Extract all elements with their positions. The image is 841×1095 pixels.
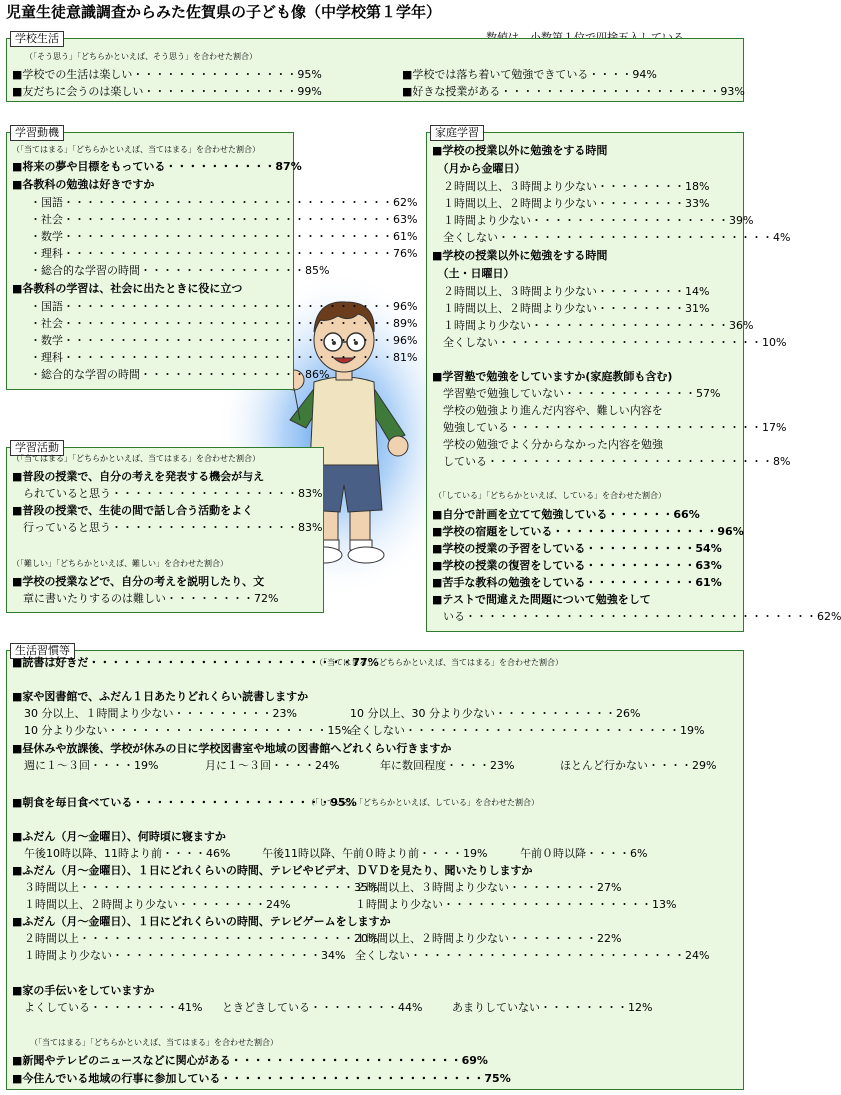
activity-note: （「当てはまる」「どちらかといえば、当てはまる」を合わせた割合）	[12, 454, 260, 463]
habits-line: ■今住んでいる地域の行事に参加している・・・・・・・・・・・・・・・・・・・・・・・・75%	[12, 1072, 511, 1085]
home-line: している・・・・・・・・・・・・・・・・・・・・・・・・・・8%	[432, 455, 791, 468]
motivation-line: ・数学・・・・・・・・・・・・・・・・・・・・・・・・・・・・・・61%	[30, 230, 418, 243]
home-line: （月から金曜日）	[432, 162, 526, 175]
habits-line: ■ふだん（月〜金曜日）、１日にどれくらいの時間、テレビやビデオ、ＤＶＤを見たり、聞いたりしますか	[12, 864, 533, 877]
habits-line: 午後10時以降、11時より前・・・・46%	[24, 847, 231, 860]
home-line: ２時間以上、３時間より少ない・・・・・・・・14%	[432, 285, 710, 298]
home-line: ■学校の授業以外に勉強をする時間	[432, 144, 608, 157]
school-life-note: （「そう思う」「どちらかといえば、そう思う」を合わせた割合）	[25, 52, 257, 61]
motivation-line: ・総合的な学習の時間・・・・・・・・・・・・・・・86%	[30, 368, 330, 381]
school-life-item: ■学校では落ち着いて勉強できている・・・・94%	[402, 68, 657, 81]
habits-line: 全くしない・・・・・・・・・・・・・・・・・・・・・・・・・24%	[355, 949, 710, 962]
home-line: 全くしない・・・・・・・・・・・・・・・・・・・・・・・・・4%	[432, 231, 791, 244]
school-life-item: ■好きな授業がある・・・・・・・・・・・・・・・・・・・・93%	[402, 85, 745, 98]
school-life-label: 学校生活	[10, 31, 64, 47]
home-line: ２時間以上、３時間より少ない・・・・・・・・18%	[432, 180, 710, 193]
motivation-line: ・国語・・・・・・・・・・・・・・・・・・・・・・・・・・・・・・96%	[30, 300, 418, 313]
habits-line: 全くしない・・・・・・・・・・・・・・・・・・・・・・・・・19%	[350, 724, 705, 737]
motivation-note: （「当てはまる」「どちらかといえば、当てはまる」を合わせた割合）	[12, 145, 260, 154]
home-line: ■学校の授業以外に勉強をする時間	[432, 249, 608, 262]
motivation-line: ・社会・・・・・・・・・・・・・・・・・・・・・・・・・・・・・・63%	[30, 213, 418, 226]
activity-label: 学習活動	[10, 440, 64, 456]
activity-note: （「難しい」「どちらかといえば、難しい」を合わせた割合）	[12, 559, 228, 568]
home-line: １時間以上、２時間より少ない・・・・・・・・31%	[432, 302, 710, 315]
habits-line: ２時間以上・・・・・・・・・・・・・・・・・・・・・・・・・20%	[24, 932, 379, 945]
habits-line: ■読書は好きだ・・・・・・・・・・・・・・・・・・・・・・・・77%	[12, 656, 379, 669]
activity-line: ■普段の授業で、生徒の間で話し合う活動をよく	[12, 504, 254, 517]
habits-line: 午前０時以降・・・・6%	[520, 847, 648, 860]
home-line: ■学校の授業の復習をしている・・・・・・・・・・63%	[432, 559, 722, 572]
motivation-line: ・国語・・・・・・・・・・・・・・・・・・・・・・・・・・・・・・62%	[30, 196, 418, 209]
motivation-line: ・理科・・・・・・・・・・・・・・・・・・・・・・・・・・・・・・81%	[30, 351, 418, 364]
home-study-label: 家庭学習	[430, 125, 484, 141]
habits-note: （「当てはまる」「どちらかといえば、当てはまる」を合わせた割合）	[315, 658, 563, 667]
activity-line: ■普段の授業で、自分の考えを発表する機会が与え	[12, 470, 265, 483]
habits-line: １時間より少ない・・・・・・・・・・・・・・・・・・・34%	[24, 949, 346, 962]
home-line: 学校の勉強より進んだ内容や、難しい内容を	[432, 404, 663, 417]
motivation-line: ・理科・・・・・・・・・・・・・・・・・・・・・・・・・・・・・・76%	[30, 247, 418, 260]
school-life-item: ■学校での生活は楽しい・・・・・・・・・・・・・・・95%	[12, 68, 322, 81]
habits-line: ■家の手伝いをしていますか	[12, 984, 155, 997]
habits-line: 年に数回程度・・・・23%	[380, 759, 515, 772]
habits-line: ■朝食を毎日食べている・・・・・・・・・・・・・・・・・・95%	[12, 796, 357, 809]
habits-note: （「している」「どちらかといえば、している」を合わせた割合）	[307, 798, 539, 807]
home-line: １時間以上、２時間より少ない・・・・・・・・33%	[432, 197, 710, 210]
activity-line: ■学校の授業などで、自分の考えを説明したり、文	[12, 575, 265, 588]
motivation-label: 学習動機	[10, 125, 64, 141]
habits-line: ■家や図書館で、ふだん１日あたりどれくらい読書しますか	[12, 690, 309, 703]
habits-line: ２時間以上、３時間より少ない・・・・・・・・27%	[355, 881, 622, 894]
motivation-line: ・総合的な学習の時間・・・・・・・・・・・・・・・85%	[30, 264, 330, 277]
home-line: 学習塾で勉強していない・・・・・・・・・・・・57%	[432, 387, 721, 400]
home-line: １時間より少ない・・・・・・・・・・・・・・・・・・36%	[432, 319, 754, 332]
habits-line: ■昼休みや放課後、学校が休みの日に学校図書室や地域の図書館へどれくらい行きますか	[12, 742, 452, 755]
habits-line: 月に１〜３回・・・・24%	[205, 759, 340, 772]
activity-line: 行っていると思う・・・・・・・・・・・・・・・・・83%	[12, 521, 323, 534]
habits-line: ■ふだん（月〜金曜日）、１日にどれくらいの時間、テレビゲームをしますか	[12, 915, 391, 928]
home-line: ■学校の授業の予習をしている・・・・・・・・・・54%	[432, 542, 722, 555]
motivation-line: ・数学・・・・・・・・・・・・・・・・・・・・・・・・・・・・・・96%	[30, 334, 418, 347]
motivation-line: ■各教科の勉強は好きですか	[12, 178, 155, 191]
habits-line: 週に１〜３回・・・・19%	[24, 759, 159, 772]
habits-line: 10 分より少ない・・・・・・・・・・・・・・・・・・・・15%	[24, 724, 352, 737]
habits-line: ほとんど行かない・・・・29%	[560, 759, 717, 772]
home-line: 学校の勉強でよく分からなかった内容を勉強	[432, 438, 663, 451]
activity-line: 章に書いたりするのは難しい・・・・・・・・72%	[12, 592, 279, 605]
habits-line: １時間以上、２時間より少ない・・・・・・・・24%	[24, 898, 291, 911]
home-line: 全くしない・・・・・・・・・・・・・・・・・・・・・・・・10%	[432, 336, 787, 349]
habits-line: 10 分以上、30 分より少ない・・・・・・・・・・・26%	[350, 707, 641, 720]
habits-line: ■ふだん（月〜金曜日）、何時頃に寝ますか	[12, 830, 226, 843]
habits-line: あまりしていない・・・・・・・・12%	[452, 1001, 653, 1014]
home-line: いる・・・・・・・・・・・・・・・・・・・・・・・・・・・・・・・・62%	[432, 610, 841, 623]
school-life-item: ■友だちに会うのは楽しい・・・・・・・・・・・・・・99%	[12, 85, 322, 98]
habits-note: （「当てはまる」「どちらかといえば、当てはまる」を合わせた割合）	[30, 1038, 278, 1047]
home-line: 勉強している・・・・・・・・・・・・・・・・・・・・・・・17%	[432, 421, 787, 434]
habits-line: １時間以上、２時間より少ない・・・・・・・・22%	[355, 932, 622, 945]
home-line: （土・日曜日）	[432, 267, 515, 280]
home-line: ■学校の宿題をしている・・・・・・・・・・・・・・・96%	[432, 525, 744, 538]
habits-line: １時間より少ない・・・・・・・・・・・・・・・・・・・13%	[355, 898, 677, 911]
habits-line: 30 分以上、１時間より少ない・・・・・・・・・23%	[24, 707, 297, 720]
motivation-line: ■各教科の学習は、社会に出たときに役に立つ	[12, 282, 243, 295]
motivation-line: ・社会・・・・・・・・・・・・・・・・・・・・・・・・・・・・・・89%	[30, 317, 418, 330]
home-line: １時間より少ない・・・・・・・・・・・・・・・・・・39%	[432, 214, 754, 227]
home-line: ■自分で計画を立てて勉強している・・・・・・66%	[432, 508, 700, 521]
home-line: ■学習塾で勉強をしていますか(家庭教師も含む)	[432, 370, 673, 383]
habits-line: 午後11時以降、午前０時より前・・・・19%	[262, 847, 488, 860]
habits-line: ■新聞やテレビのニュースなどに関心がある・・・・・・・・・・・・・・・・・・・・・69%	[12, 1054, 488, 1067]
home-line: ■テストで間違えた問題について勉強をして	[432, 593, 651, 606]
habits-line: よくしている・・・・・・・・41%	[24, 1001, 203, 1014]
habits-label: 生活習慣等	[10, 643, 75, 659]
motivation-line: ■将来の夢や目標をもっている・・・・・・・・・・87%	[12, 160, 302, 173]
page-title: 児童生徒意識調査からみた佐賀県の子ども像（中学校第１学年）	[6, 3, 442, 21]
activity-line: られていると思う・・・・・・・・・・・・・・・・・83%	[12, 487, 323, 500]
home-note: （「している」「どちらかといえば、している」を合わせた割合）	[434, 491, 666, 500]
home-line: ■苦手な教科の勉強をしている・・・・・・・・・・61%	[432, 576, 722, 589]
habits-line: ３時間以上・・・・・・・・・・・・・・・・・・・・・・・・・35%	[24, 881, 379, 894]
habits-line: ときどきしている・・・・・・・・44%	[222, 1001, 423, 1014]
